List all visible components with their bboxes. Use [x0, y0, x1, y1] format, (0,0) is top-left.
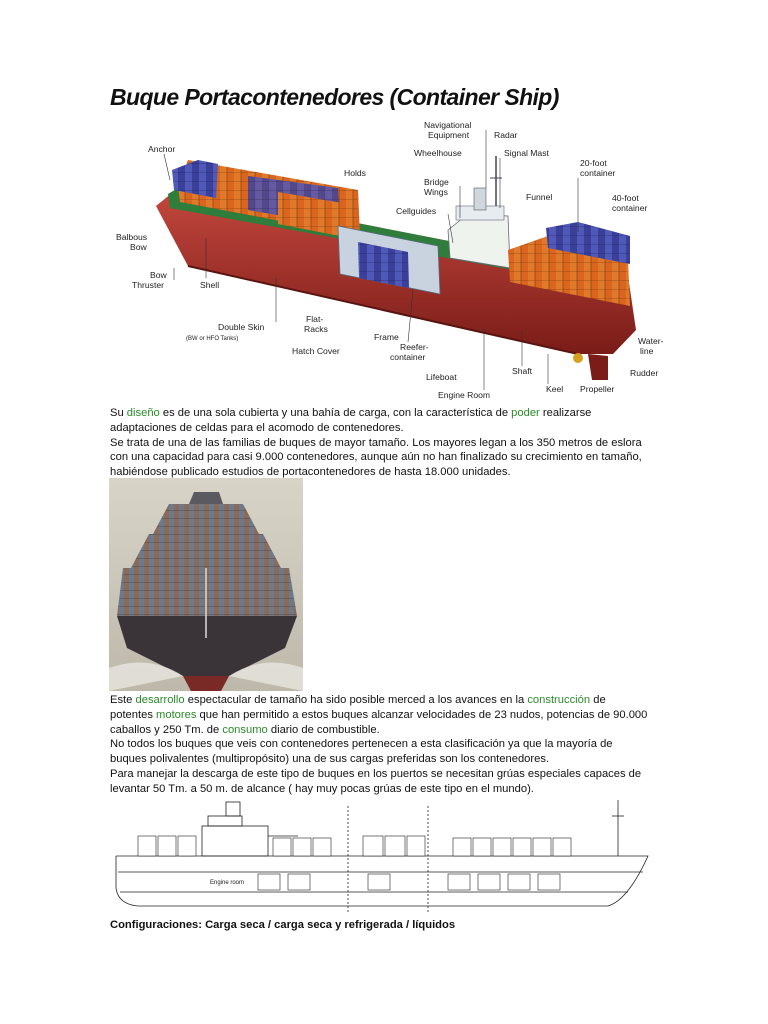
svg-text:container: container: [580, 168, 616, 178]
cranes-text: Para manejar la descarga de este tipo de buques en los puertos se necesitan grúas especiales capaces de levantar 50 Tm. a 50 m. de alcance ( hay muy pocas grúas de este tipo en el mundo).: [110, 767, 642, 795]
svg-text:Shell: Shell: [200, 280, 220, 290]
svg-text:Hatch Cover: Hatch Cover: [292, 346, 340, 356]
link-motores[interactable]: motores: [156, 708, 197, 721]
svg-text:Shaft: Shaft: [512, 366, 533, 376]
svg-text:Thruster: Thruster: [132, 280, 164, 290]
link-consumo[interactable]: consumo: [222, 723, 268, 736]
svg-text:Keel: Keel: [546, 384, 564, 394]
plan-container-stacks: [138, 836, 571, 890]
svg-text:Radar: Radar: [494, 130, 518, 140]
svg-text:Signal Mast: Signal Mast: [504, 148, 549, 158]
page-title: Buque Portacontenedores (Container Ship): [110, 84, 559, 110]
funnel-shape: [474, 188, 486, 210]
svg-text:Frame: Frame: [374, 332, 399, 342]
svg-text:Racks: Racks: [304, 324, 328, 334]
ship-cutaway-diagram: [108, 118, 668, 404]
svg-text:line: line: [640, 346, 654, 356]
svg-text:container: container: [390, 352, 426, 362]
svg-text:Cellguides: Cellguides: [396, 206, 437, 216]
propeller-shape: [573, 353, 583, 363]
design-text: Su diseño es de una sola cubierta y una bahía de carga, con la característica de poder realizarse adaptaciones de celdas para el acomodo de contenedores.: [110, 407, 592, 434]
link-diseno[interactable]: diseño: [126, 407, 160, 419]
engine-room-label: Engine room: [210, 880, 245, 886]
svg-text:container: container: [612, 203, 648, 213]
svg-text:Wheelhouse: Wheelhouse: [414, 148, 462, 158]
svg-text:Funnel: Funnel: [526, 192, 553, 202]
svg-text:Lifeboat: Lifeboat: [426, 372, 457, 382]
svg-text:20-foot: 20-foot: [580, 158, 607, 168]
svg-text:Equipment: Equipment: [428, 130, 470, 140]
svg-text:Bridge: Bridge: [424, 177, 449, 187]
rudder-shape: [588, 354, 608, 380]
svg-text:Engine Room: Engine Room: [438, 390, 491, 400]
svg-text:Bow: Bow: [150, 270, 167, 280]
svg-text:Anchor: Anchor: [148, 144, 176, 154]
classification-text: No todos los buques que veis con contenedores pertenecen a esta clasificación ya que la mayoría de buques polivalentes (multipropósito) una de sus cargas preferidas son los contenedores.: [110, 738, 613, 766]
development-text: Este desarrollo espectacular de tamaño ha sido posible merced a los avances en la construcción de potentes motores que han permitido a estos buques alcanzar velocidades de 23 nudos, potencias de 90.000 caballos y 250 Tm. de consumo diario de combustible.: [110, 694, 648, 736]
svg-text:40-foot: 40-foot: [612, 193, 639, 203]
svg-text:Navigational: Navigational: [424, 120, 472, 130]
svg-text:Water-: Water-: [638, 336, 664, 346]
link-desarrollo[interactable]: desarrollo: [135, 694, 185, 706]
intro-paragraph: [110, 406, 658, 480]
svg-text:Wings: Wings: [424, 187, 448, 197]
svg-text:(BW or HFO Tanks): (BW or HFO Tanks): [186, 336, 239, 342]
svg-text:Balbous: Balbous: [116, 232, 148, 242]
svg-text:Double Skin: Double Skin: [218, 322, 265, 332]
svg-text:Propeller: Propeller: [580, 384, 615, 394]
ship-photo: [109, 478, 303, 691]
svg-text:Rudder: Rudder: [630, 368, 659, 378]
svg-text:Flat-: Flat-: [306, 314, 324, 324]
link-construccion[interactable]: construcción: [527, 694, 591, 706]
link-poder[interactable]: poder: [511, 407, 540, 419]
ship-profile-plan: [108, 796, 653, 914]
configurations-caption: Configuraciones: Carga seca / carga seca y refrigerada / líquidos: [110, 919, 456, 931]
development-paragraph: [110, 693, 650, 797]
svg-text:Reefer-: Reefer-: [400, 342, 429, 352]
svg-text:Holds: Holds: [344, 168, 366, 178]
svg-text:Bow: Bow: [130, 242, 147, 252]
size-text: Se trata de una de las familias de buques de mayor tamaño. Los mayores legan a los 350 metros de eslora con una capacidad para casi 9.000 contenedores, aunque aún no han finalizado su crecimiento en tamaño, habiéndose publicado estudios de portacontenedores de hasta 18.000 unidades.: [110, 436, 642, 479]
